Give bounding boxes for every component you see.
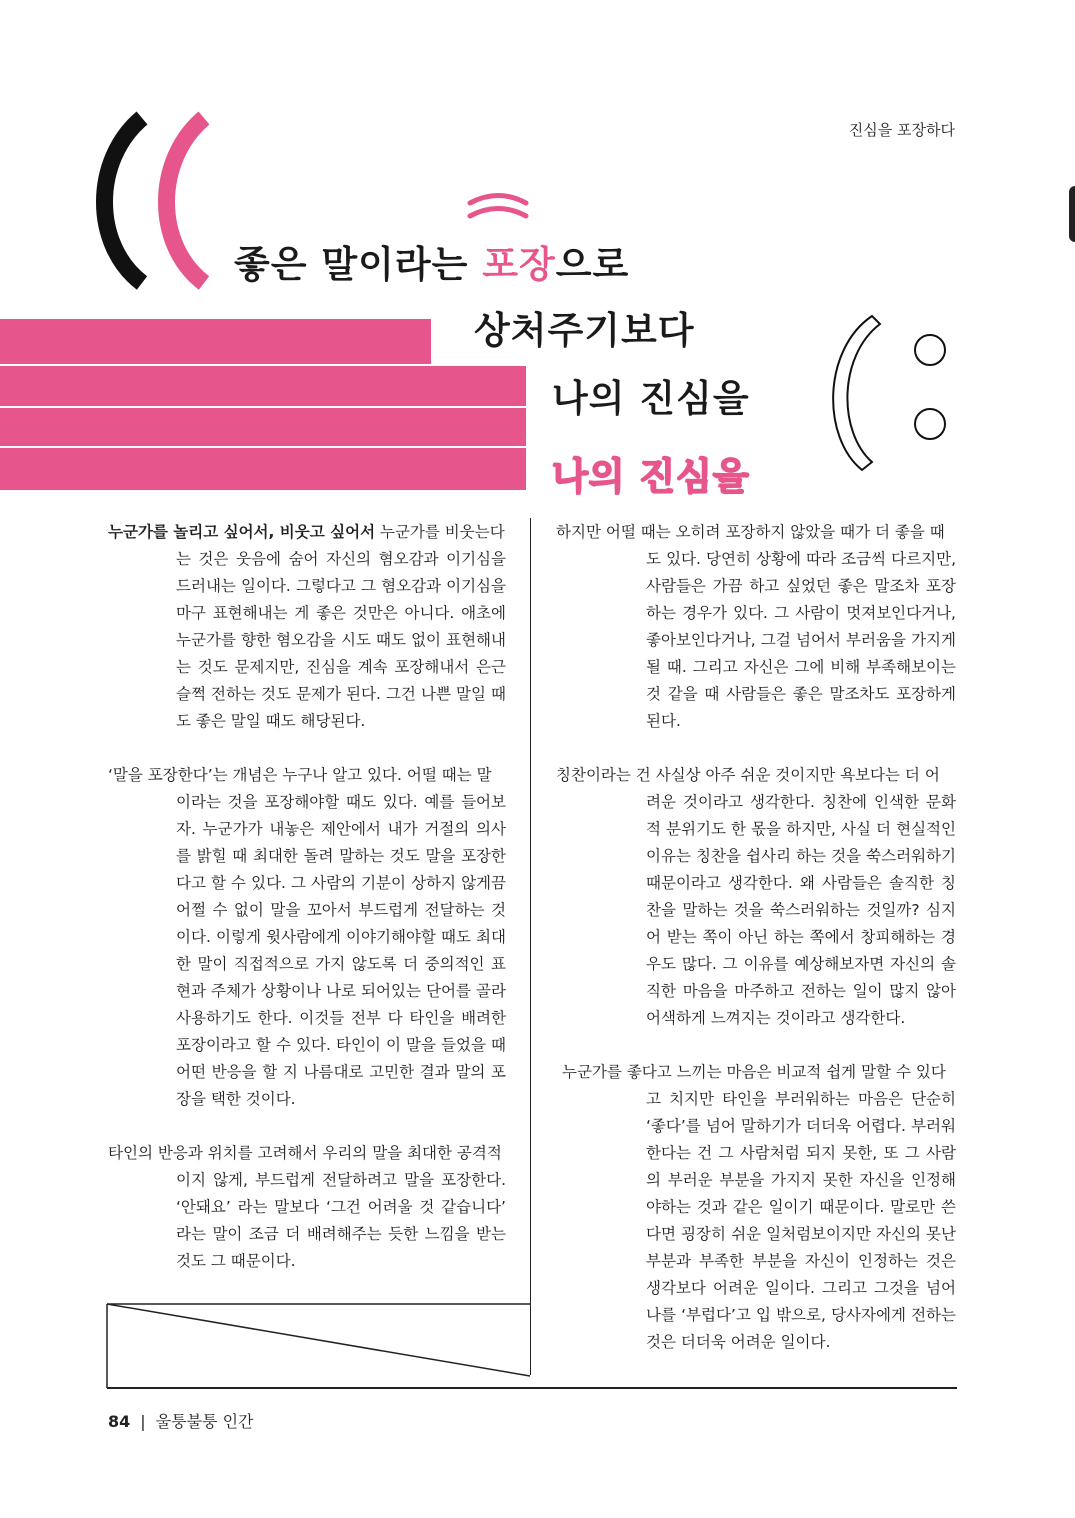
- right-column: [556, 519, 956, 1383]
- bottom-box-diagonal: [107, 1304, 530, 1376]
- page-footer: [108, 1409, 253, 1432]
- right-paragraph-3-first-line: 누군가를 좋다고 느끼는 마음은 비교적 쉽게 말할 수 있다: [562, 1063, 946, 1081]
- outline-bracket-shape: [833, 316, 880, 470]
- left-paragraph-3: [108, 1140, 506, 1275]
- pink-arc-bottom: [470, 209, 526, 217]
- left-paragraph-1-body: 는 것은 웃음에 숨어 자신의 혐오감과 이기심을 드러내는 일이다. 그렇다고 그 혐오감과 이기심을 마구 표현해내는 게 좋은 것만은 아니다. 애초에 누군가를 향한 혐오감을 시도 때도 없이 표현해내는 것도 문제지만, 진심을 계속 포장해내서 은근슬쩍 전하는 것도 문제가 된다. 그건 나쁜 말일 때도 좋은 말일 때도 해당된다.: [176, 550, 506, 730]
- pink-bracket-shape: [167, 118, 205, 283]
- right-paragraph-3: [562, 1059, 956, 1356]
- title-line-1: [234, 234, 629, 288]
- right-paragraph-3-body: 고 치지만 타인을 부러워하는 마음은 단순히 ‘좋다’를 넘어 말하기가 더더욱 어렵다. 부러워한다는 건 그 사람처럼 되지 못한, 또 그 사람의 부러운 부분을 가지지 못한 자신을 인정해야하는 것과 같은 일이기 때문이다. 말로만 쓴다면 굉장히 쉬운 일처럼보이지만 자신의 못난 부분과 부족한 부분을 자신이 인정하는 것은 생각보다 어려운 일이다. 그리고 그것을 넘어 나를 ‘부럽다’고 입 밖으로, 당사자에게 전하는 것은 더더욱 어려운 일이다.: [646, 1090, 956, 1351]
- right-paragraph-1-first-line: 하지만 어떨 때는 오히려 포장하지 않았을 때가 더 좋을 때: [556, 523, 945, 541]
- pink-stripe-1: [0, 319, 431, 364]
- right-paragraph-2-first-line: 칭찬이라는 건 사실상 아주 쉬운 것이지만 욕보다는 더 어: [556, 766, 940, 784]
- circle-top: [915, 335, 945, 365]
- left-paragraph-2-body: 이라는 것을 포장해야할 때도 있다. 예를 들어보자. 누군가가 내놓은 제안에서 내가 거절의 의사를 밝힐 때 최대한 돌려 말하는 것도 말을 포장한다고 할 수 있다. 그 사람의 기분이 상하지 않게끔 어쩔 수 없이 말을 꼬아서 부드럽게 전달하는 것이다. 이렇게 윗사람에게 이야기해야할 때도 최대한 말이 직접적으로 가지 않도록 더 중의적인 표현과 주체가 상황이나 나로 되어있는 단어를 골라 사용하기도 한다. 이것들 전부 다 타인을 배려한 포장이라고 할 수 있다. 타인이 이 말을 들었을 때 어떤 반응을 할 지 나름대로 고민한 결과 말의 포장을 택한 것이다.: [176, 793, 506, 1108]
- left-paragraph-3-first-line: 타인의 반응과 위치를 고려해서 우리의 말을 최대한 공격적: [108, 1144, 502, 1162]
- circle-bottom: [915, 409, 945, 439]
- title-line-1-b: 으로: [555, 243, 630, 286]
- title-line-3: 나의 진심을: [552, 377, 750, 420]
- pink-stripe-4: [0, 448, 526, 490]
- running-head: 진심을 포장하다: [848, 121, 955, 139]
- footer-section-title: 울퉁불퉁 인간: [155, 1412, 254, 1431]
- black-bracket-shape: [105, 118, 143, 283]
- pink-stripe-3: [0, 408, 526, 446]
- title-line-4-outline: 나의 진심을: [552, 455, 750, 498]
- lead-phrase: 누군가를 놀리고 싶어서, 비웃고 싶어서: [108, 523, 376, 541]
- title-highlight: 포장: [482, 243, 556, 286]
- column-divider: [530, 518, 531, 1375]
- title-line-1-a: 좋은 말이라는: [234, 243, 483, 286]
- left-paragraph-2: [108, 762, 506, 1113]
- right-paragraph-1: [556, 519, 956, 735]
- pink-stripe-2: [0, 366, 526, 406]
- left-paragraph-3-body: 이지 않게, 부드럽게 전달하려고 말을 포장한다. ‘안돼요’ 라는 말보다 ‘그건 어려울 것 같습니다’ 라는 말이 조금 더 배려해주는 듯한 느낌을 받는 것도 그 때문이다.: [176, 1171, 506, 1270]
- right-paragraph-2-body: 려운 것이라고 생각한다. 칭찬에 인색한 문화적 분위기도 한 몫을 하지만, 사실 더 현실적인 이유는 칭찬을 쉽사리 하는 것을 쑥스러워하기 때문이라고 생각한다. 왜 사람들은 솔직한 칭찬을 말하는 것을 쑥스러워하는 것일까? 심지어 받는 쪽이 아닌 하는 쪽에서 창피해하는 경우도 많다. 그 이유를 예상해보자면 자신의 솔직한 마음을 마주하고 전하는 일이 많지 않아 어색하게 느껴지는 것이라고 생각한다.: [646, 793, 956, 1027]
- left-column: [108, 519, 506, 1302]
- pink-arc-top: [470, 196, 526, 204]
- left-paragraph-1-first-line: [108, 519, 506, 546]
- title-line-2: 상처주기보다: [474, 309, 695, 352]
- page-number: 84: [108, 1412, 131, 1431]
- lead-phrase-rest: 누군가를 비웃는다: [375, 523, 505, 541]
- footer-separator: |: [140, 1412, 146, 1431]
- right-paragraph-2: [556, 762, 956, 1032]
- left-paragraph-2-first-line: ‘말을 포장한다’는 개념은 누구나 알고 있다. 어떨 때는 말: [108, 766, 492, 784]
- right-paragraph-1-body: 도 있다. 당연히 상황에 따라 조금씩 다르지만, 사람들은 가끔 하고 싶었던 좋은 말조차 포장하는 경우가 있다. 그 사람이 멋져보인다거나, 좋아보인다거나, 그걸 넘어서 부러움을 가지게 될 때. 그리고 자신은 그에 비해 부족해보이는 것 같을 때 사람들은 좋은 말조차도 포장하게 된다.: [646, 550, 956, 730]
- left-paragraph-1: [108, 519, 506, 735]
